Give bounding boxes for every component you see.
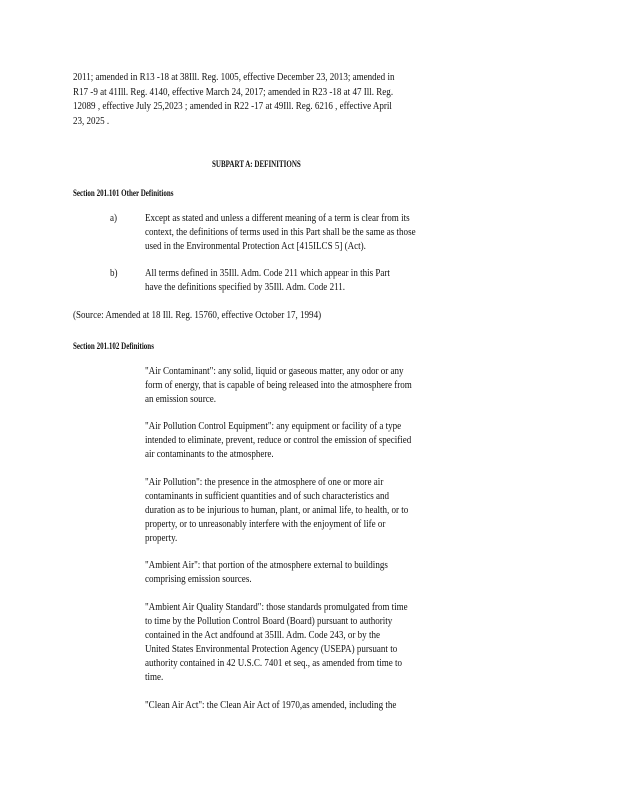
definition-line: "Air Pollution Control Equipment": any equipment or facility of a type [145, 421, 402, 432]
subpart-title: SUBPART A: DEFINITIONS [212, 159, 301, 169]
definition-line: United States Environmental Protection Agency (USEPA) pursuant to [145, 644, 398, 655]
item-a-line-1: Except as stated and unless a different meaning of a term is clear from its [145, 213, 410, 224]
definition-line: "Air Contaminant": any solid, liquid or gaseous matter, any odor or any [145, 366, 404, 377]
item-b-line-1: All terms defined in 35Ill. Adm. Code 211 which appear in this Part [145, 268, 390, 279]
item-b-line-2: have the definitions specified by 35Ill. Adm. Code 211. [145, 282, 346, 293]
history-line-2: R17 -9 at 41Ill. Reg. 4140, effective March 24, 2017; amended in R23 -18 at 47 Ill. Reg. [73, 87, 394, 98]
definition-line: "Ambient Air Quality Standard": those standards promulgated from time [145, 602, 408, 613]
definition-line: "Clean Air Act": the Clean Air Act of 1970,as amended, including the [145, 700, 397, 711]
definition-line: duration as to be injurious to human, plant, or animal life, to health, or to [145, 505, 409, 516]
definition-line: an emission source. [145, 394, 216, 405]
section-201-102-heading: Section 201.102 Definitions [73, 341, 154, 351]
definition-line: air contaminants to the atmosphere. [145, 449, 274, 460]
history-line-3: 12089 , effective July 25,2023 ; amended in R22 -17 at 49Ill. Reg. 6216 , effective April [73, 101, 392, 112]
definition-line: "Air Pollution": the presence in the atmosphere of one or more air [145, 477, 384, 488]
definition-line: contained in the Act andfound at 35Ill. Adm. Code 243, or by the [145, 630, 380, 641]
definition-line: property. [145, 533, 178, 544]
definition-line: "Ambient Air": that portion of the atmosphere external to buildings [145, 560, 388, 571]
definition-line: form of energy, that is capable of being released into the atmosphere from [145, 380, 412, 391]
item-a-line-3: used in the Environmental Protection Act [415ILCS 5] (Act). [145, 241, 366, 252]
item-a-label: a) [110, 213, 118, 224]
item-a-line-2: context, the definitions of terms used in this Part shall be the same as those [145, 227, 416, 238]
history-line-1: 2011; amended in R13 -18 at 38Ill. Reg. 1005, effective December 23, 2013; amended in [73, 72, 395, 83]
definition-line: to time by the Pollution Control Board (Board) pursuant to authority [145, 616, 393, 627]
definition-line: intended to eliminate, prevent, reduce or control the emission of specified [145, 435, 412, 446]
definition-line: time. [145, 672, 164, 683]
item-b-label: b) [110, 268, 118, 279]
definition-line: authority contained in 42 U.S.C. 7401 et seq., as amended from time to [145, 658, 403, 669]
history-line-4: 23, 2025 . [73, 116, 110, 127]
section-201-101-heading: Section 201.101 Other Definitions [73, 188, 174, 198]
definition-line: contaminants in sufficient quantities and of such characteristics and [145, 491, 390, 502]
definition-line: property, or to unreasonably interfere with the enjoyment of life or [145, 519, 386, 530]
definition-line: comprising emission sources. [145, 574, 252, 585]
source-note: (Source: Amended at 18 Ill. Reg. 15760, effective October 17, 1994) [73, 310, 322, 321]
